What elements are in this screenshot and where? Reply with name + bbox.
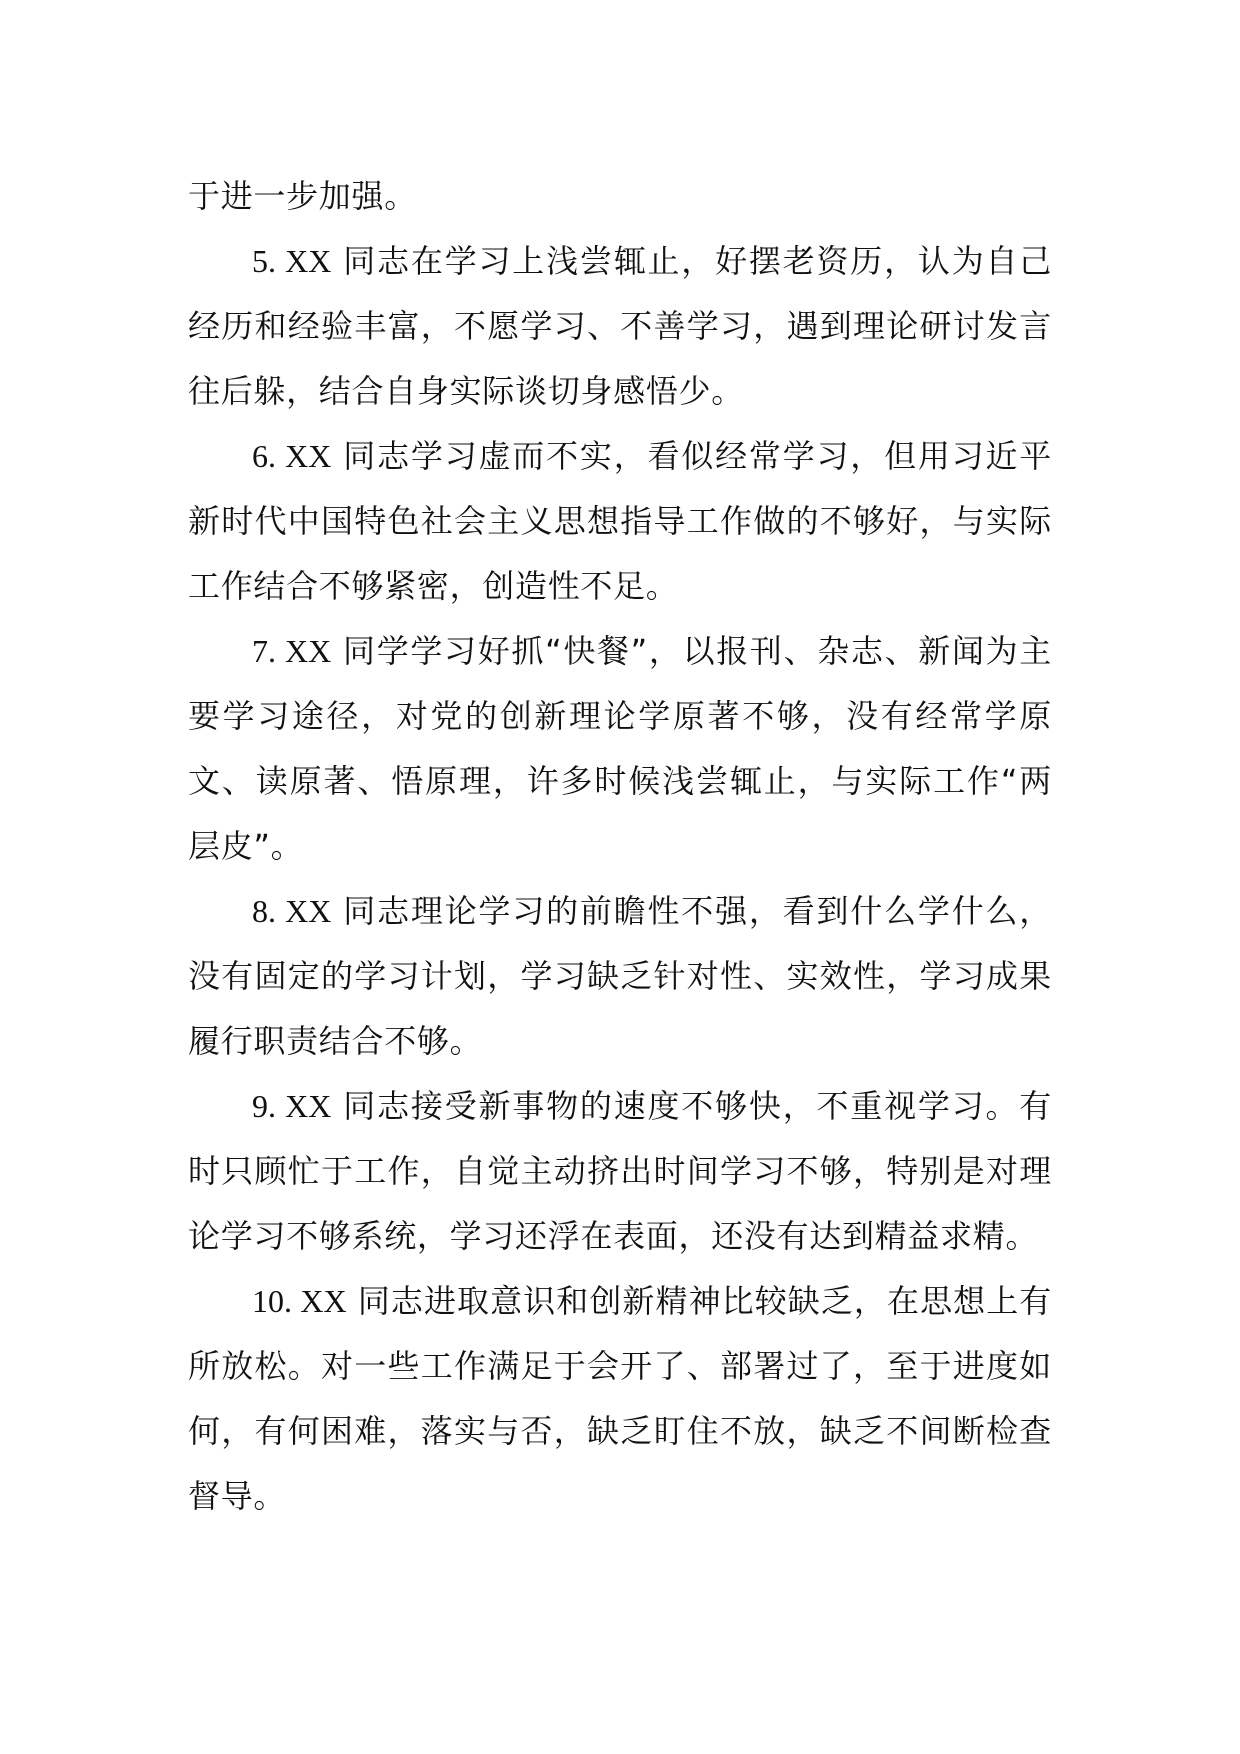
paragraph-item-6 <box>188 424 1052 619</box>
paragraph-text: 同志在学习上浅尝辄止，好摆老资历，认为自己经历和经验丰富，不愿学习、不善学习，遇到理论研讨发言往后躲，结合自身实际谈切身感悟少。 <box>188 242 1053 410</box>
item-number: 9. XX <box>252 1088 332 1124</box>
paragraph-text: 同志学习虚而不实，看似经常学习，但用习近平新时代中国特色社会主义思想指导工作做的不够好，与实际工作结合不够紧密，创造性不足。 <box>188 437 1053 605</box>
item-number: 7. XX <box>252 633 332 669</box>
paragraph-item-5 <box>188 229 1052 424</box>
paragraph-item-8 <box>188 879 1052 1074</box>
paragraph-item-7 <box>188 619 1052 879</box>
paragraph-item-10 <box>188 1269 1052 1529</box>
item-number: 10. XX <box>252 1283 347 1319</box>
paragraph-continuation <box>188 164 1052 229</box>
paragraph-text: 同志进取意识和创新精神比较缺乏，在思想上有所放松。对一些工作满足于会开了、部署过了，至于进度如何，有何困难，落实与否，缺乏盯住不放，缺乏不间断检查督导。 <box>188 1282 1052 1515</box>
item-number: 8. XX <box>252 893 332 929</box>
item-number: 5. XX <box>252 243 332 279</box>
paragraph-item-9 <box>188 1074 1052 1269</box>
paragraph-text: 同志理论学习的前瞻性不强，看到什么学什么，没有固定的学习计划，学习缺乏针对性、实效性，学习成果履行职责结合不够。 <box>188 892 1053 1060</box>
item-number: 6. XX <box>252 438 332 474</box>
document-body <box>188 164 1052 1529</box>
paragraph-text: 同志接受新事物的速度不够快，不重视学习。有时只顾忙于工作，自觉主动挤出时间学习不够，特别是对理论学习不够系统，学习还浮在表面，还没有达到精益求精。 <box>188 1087 1053 1255</box>
paragraph-text: 同学学习好抓“快餐”，以报刊、杂志、新闻为主要学习途径，对党的创新理论学原著不够，没有经常学原文、读原著、悟原理，许多时候浅尝辄止，与实际工作“两层皮”。 <box>188 632 1053 865</box>
paragraph-text: 于进一步加强。 <box>188 177 417 215</box>
